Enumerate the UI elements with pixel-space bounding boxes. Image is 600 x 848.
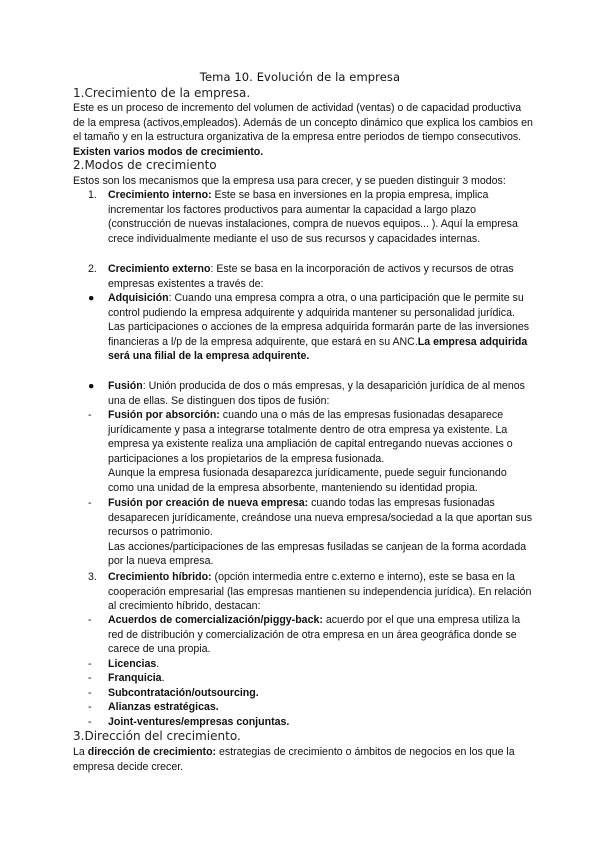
item-text: . [161,672,165,684]
item-label: Joint-ventures/empresas conjuntas. [108,716,290,728]
list-item-piggy-back [108,613,533,657]
list-item-adquisicion [108,291,533,364]
section-1-bold-text: Existen varios modos de crecimiento. [73,145,264,158]
item-text-2: Aunque la empresa fusionada desaparezca jurídicamente, puede seguir funcionando como una unidad de la empresa absorbente, manteniendo su identidad propia. [108,467,507,494]
section-1-text: Este es un proceso de incremento del volumen de actividad (ventas) o de capacidad productiva de la empresa (activos,empleados). Además de un concepto dinámico que explica los cambios en el tamaño y en la estructura organizativa de la empresa entre periodos de tiempo consecutivos. [73,102,533,144]
list-marker: - [88,658,92,670]
item-label: Licencias [108,658,157,670]
item-text: . [156,658,160,670]
item-text: : Este se basa en la incorporación de activos y recursos de otras empresas existentes a través de: [108,263,514,290]
bullet-icon: ● [88,380,95,392]
section-3-heading: 3.Dirección del crecimiento. [73,729,241,743]
list-marker: - [88,672,92,684]
list-item-fusion-absorcion [108,408,533,496]
item-text: (opción intermedia entre c.externo e interno), este se basa en la cooperación empresarial (las empresas mantienen su independencia jurídica). En relación al crecimiento híbrido, destacan: [108,571,532,613]
item-text: : Unión producida de dos o más empresas, y la desaparición jurídica de al menos una de ellas. Se distinguen dos tipos de fusión: [108,380,525,407]
item-text-2: Las acciones/participaciones de las empresas fusiladas se canjean de la forma acordada por la nueva empresa. [108,540,527,568]
list-marker: 1. [88,189,97,201]
list-marker: 2. [88,263,97,275]
list-item-licencias [108,657,533,672]
section-3-paragraph [73,745,533,774]
item-label: Crecimiento interno: [108,189,212,201]
section-3-label: dirección de crecimiento: [87,746,217,758]
list-item-fusion [108,379,533,408]
item-text: cuando todas las empresas fusionadas desaparecen jurídicamente, creándose una nueva empresa/sociedad a la que aportan sus recursos o patrimonio. [108,497,533,539]
list-marker: 3. [88,571,97,583]
item-text: Este se basa en inversiones en la propia empresa, implica incrementar los factores productivos para aumentar la capacidad a largo plazo (construcción de nuevas instalaciones, compra de nuevos equipos... ). Aquí la empresa crece individualmente mediante el uso de sus recursos y capacidades internas. [108,189,518,245]
list-item-crecimiento-interno [108,188,533,246]
section-3-pre: La [73,746,88,758]
list-marker: - [88,716,92,728]
item-label: Adquisición [108,292,169,304]
section-2-heading: 2.Modos de crecimiento [73,158,217,172]
item-label: Alianzas estratégicas. [108,701,219,713]
item-bold-end: La empresa adquirida será una filial de la empresa adquirente. [108,335,528,363]
section-3-text: estrategias de crecimiento o ámbitos de negocios en los que la empresa decide crecer. [73,746,515,773]
section-1-heading: 1.Crecimiento de la empresa. [73,86,251,100]
list-item-subcontratacion [108,686,533,701]
section-1-paragraph [73,101,533,159]
list-item-crecimiento-hibrido [108,570,533,614]
list-item-fusion-nueva-empresa [108,496,533,569]
list-marker: - [88,701,92,713]
item-label: Crecimiento híbrido: [108,571,212,583]
item-label: Acuerdos de comercialización/piggy-back: [108,614,323,626]
page-title: Tema 10. Evolución de la empresa [199,70,401,84]
item-label: Fusión [108,380,143,392]
bullet-icon: ● [88,292,95,304]
list-item-franquicia [108,671,533,686]
item-label: Crecimiento externo [108,263,211,275]
section-2-intro: Estos son los mecanismos que la empresa usa para crecer, y se pueden distinguir 3 modos: [73,175,506,187]
item-text: acuerdo por el que una empresa utiliza la red de distribución y comercialización de otra empresa en un área geográfica donde se carece de una propia. [108,614,521,656]
item-label: Fusión por creación de nueva empresa: [108,497,309,509]
item-label: Subcontratación/outsourcing. [108,687,259,699]
item-label: Fusión por absorción: [108,409,220,421]
list-item-joint-ventures [108,715,533,730]
list-item-alianzas [108,700,533,715]
list-marker: - [88,687,92,699]
list-marker: - [88,409,92,421]
item-text: cuando una o más de las empresas fusionadas desaparece jurídicamente y pasa a integrarse totalmente dentro de otra empresa ya existente. La empresa ya existente realiza una ampliación de capital entregando nuevas acciones o participaciones a los propietarios de la empresa fusionada. [108,409,513,465]
item-label: Franquicia [108,672,162,684]
item-text: : Cuando una empresa compra a otra, o una participación que le permite su control pudiendo la empresa adquirente y adquirida mantener su personalidad jurídica. Las participaciones o acciones de la empresa adquirida formarán parte de las inversiones financieras a l/p de la empresa adquirente, que estará en su ANC. [108,292,530,348]
list-item-crecimiento-externo [108,262,533,291]
list-marker: - [88,614,92,626]
list-marker: - [88,497,92,509]
